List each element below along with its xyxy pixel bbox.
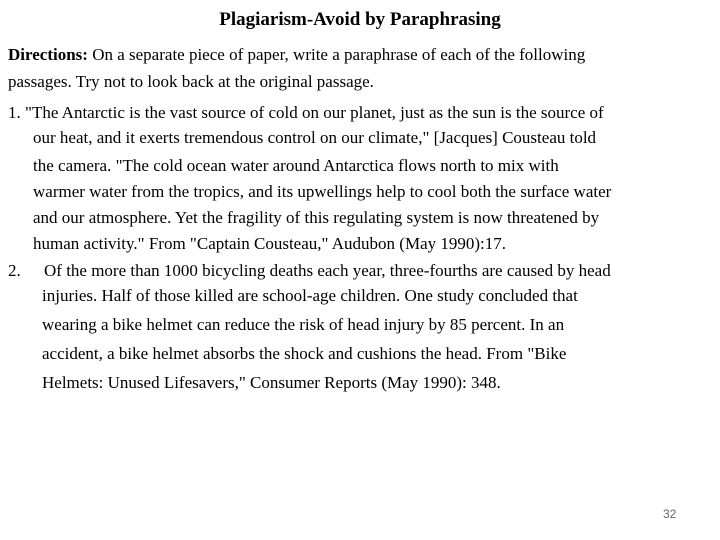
passage-2-line-3: wearing a bike helmet can reduce the risk of head injury by 85 percent. In an [42, 315, 565, 334]
passage-2-number: 2. [8, 261, 21, 280]
passage-1-line-2: our heat, and it exerts tremendous control on our climate," [Jacques] Cousteau told [33, 128, 597, 147]
passage-2-line-4: accident, a bike helmet absorbs the shock and cushions the head. From "Bike [42, 344, 567, 363]
passage-2-line-2: injuries. Half of those killed are school-age children. One study concluded that [42, 286, 578, 305]
passage-2-line-1: Of the more than 1000 bicycling deaths each year, three-fourths are caused by head [44, 261, 611, 280]
slide-title: Plagiarism-Avoid by Paraphrasing [219, 9, 501, 30]
passage-1-line-5: and our atmosphere. Yet the fragility of this regulating system is now threatened by [33, 208, 600, 227]
directions-text: On a separate piece of paper, write a paraphrase of each of the following [87, 45, 586, 64]
passage-1-line-4: warmer water from the tropics, and its upwellings help to cool both the surface water [33, 182, 612, 201]
directions-line-1 [8, 44, 585, 66]
directions-line-2: passages. Try not to look back at the original passage. [8, 72, 374, 91]
passage-1-line-3: the camera. "The cold ocean water around Antarctica flows north to mix with [33, 156, 559, 175]
page-number: 32 [663, 507, 677, 521]
passage-2-line-5: Helmets: Unused Lifesavers," Consumer Reports (May 1990): 348. [42, 373, 501, 392]
passage-1-line-1: 1. "The Antarctic is the vast source of cold on our planet, just as the sun is the source of [8, 103, 604, 122]
directions-label: Directions: [8, 45, 88, 64]
passage-1-line-6: human activity." From "Captain Cousteau," Audubon (May 1990):17. [33, 234, 506, 253]
